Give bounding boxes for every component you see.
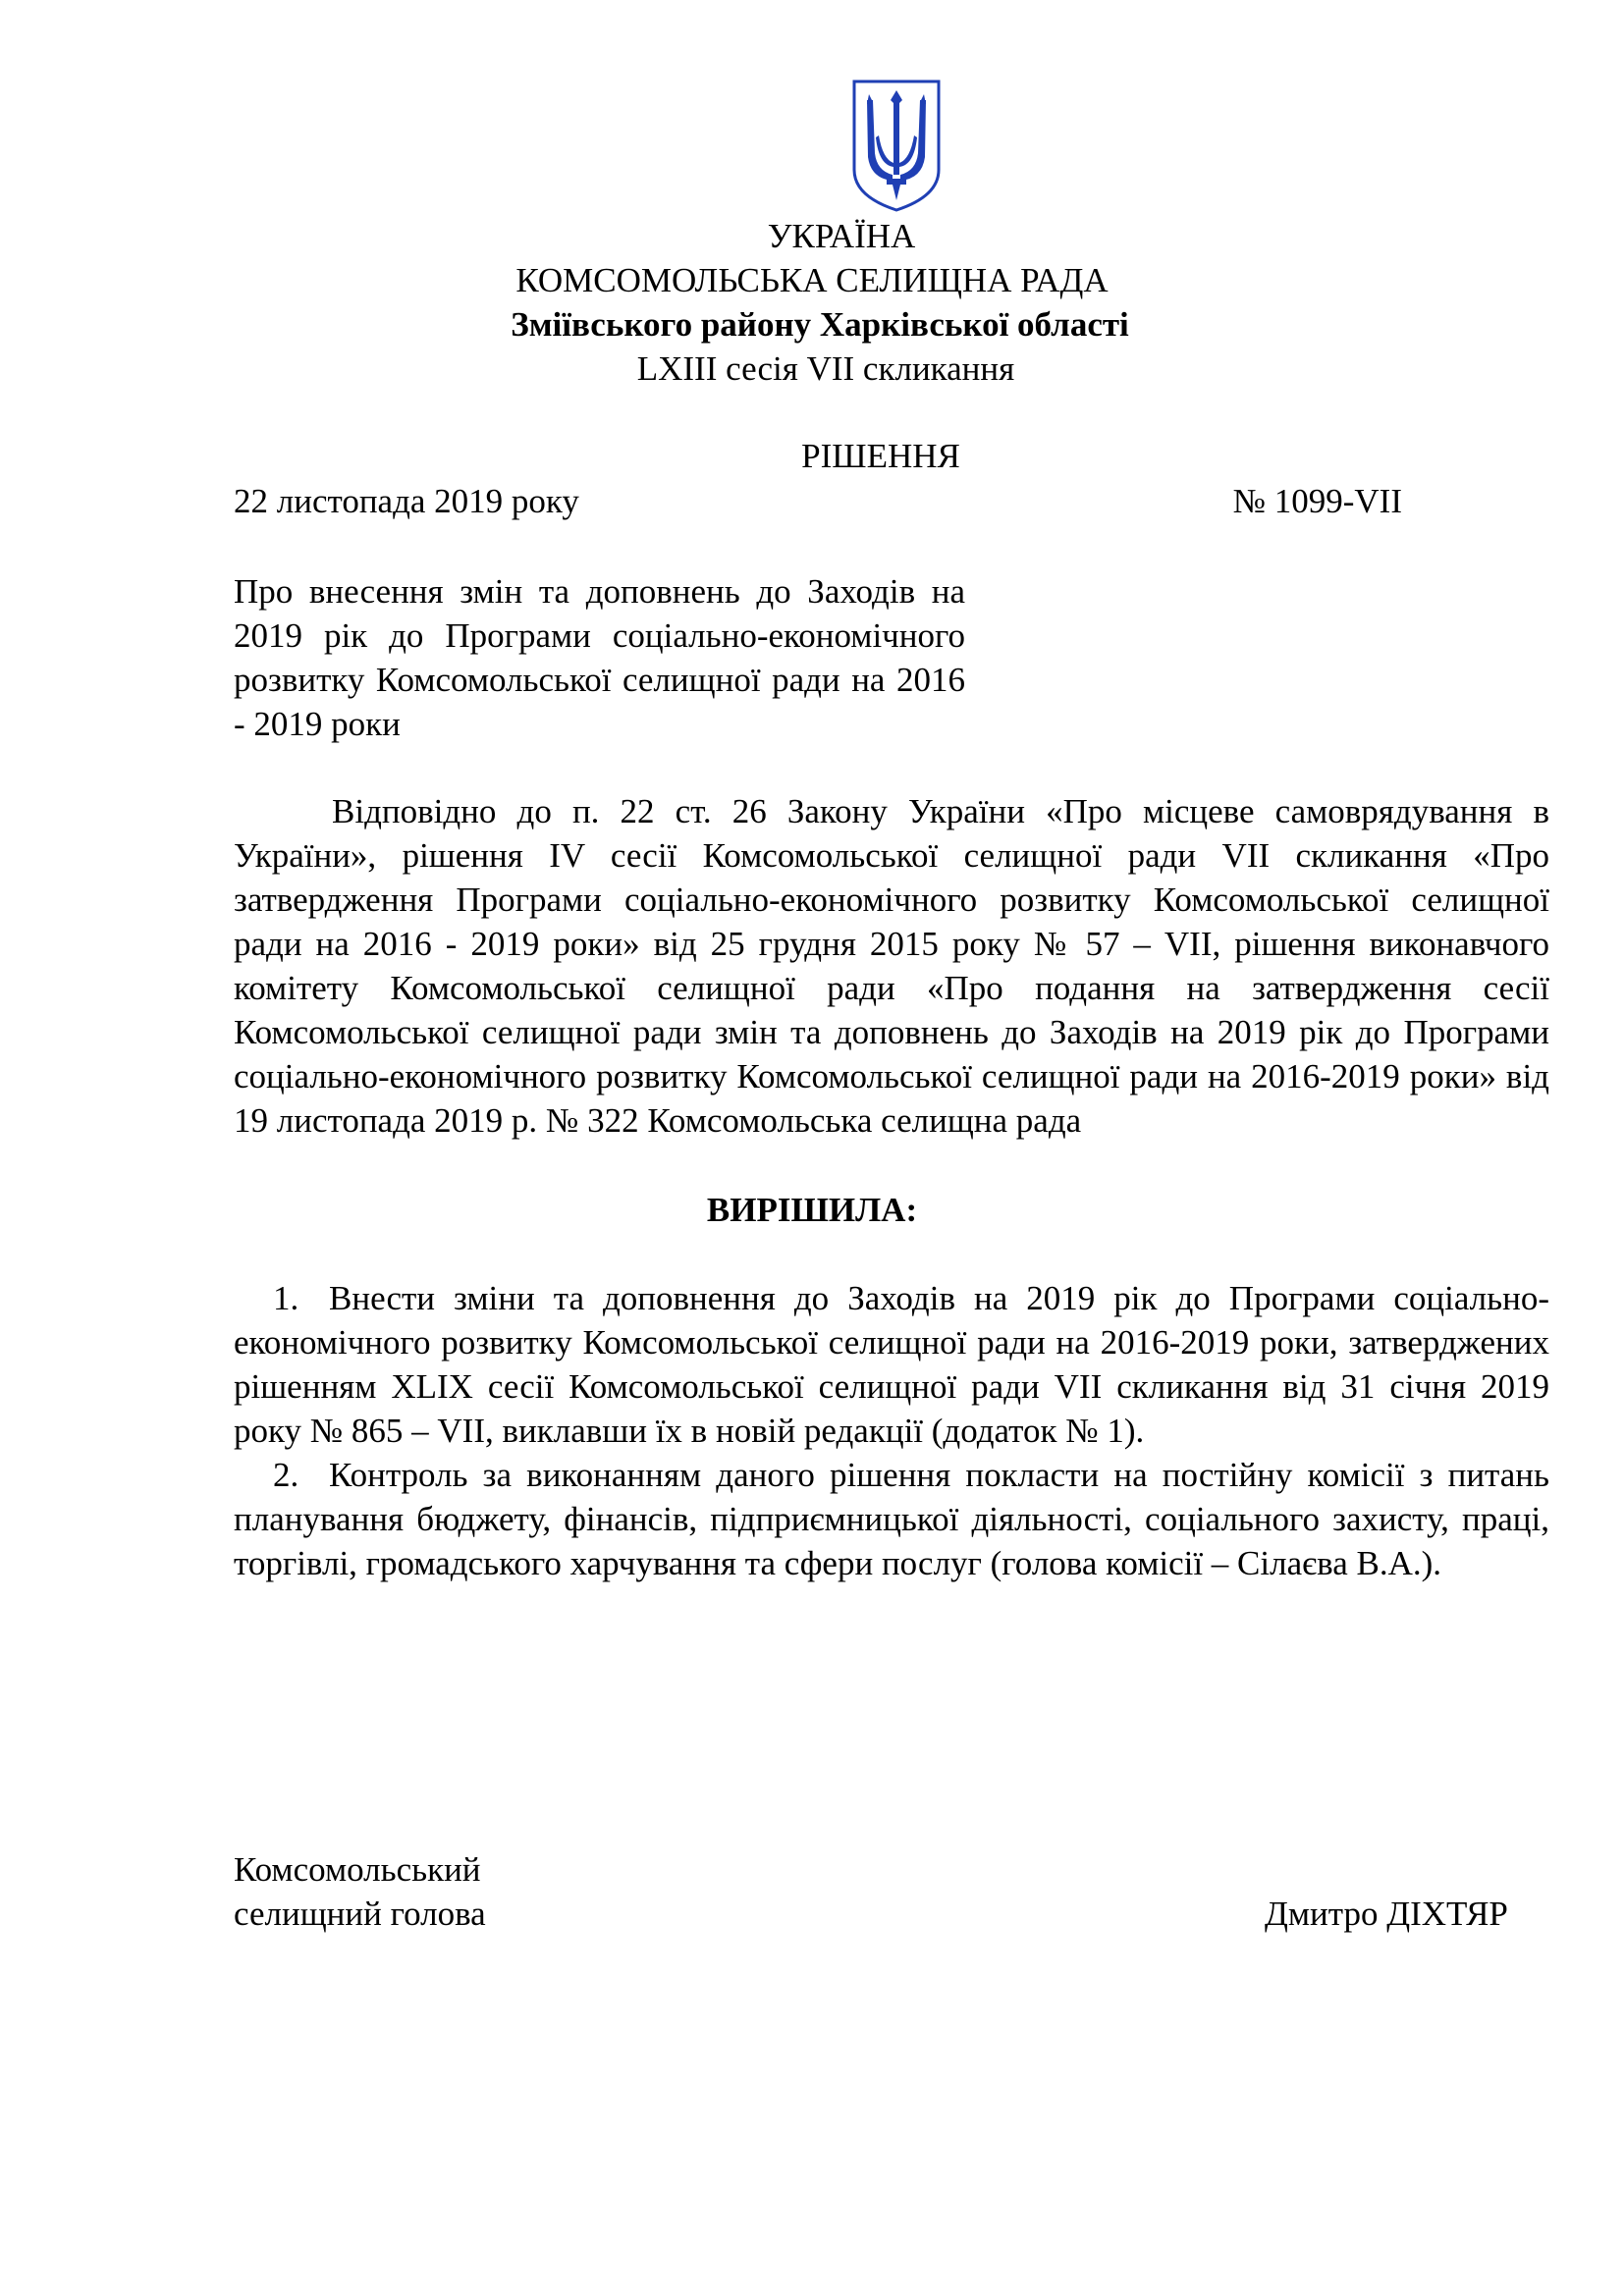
list-item	[234, 1453, 1549, 1585]
preamble	[234, 789, 1549, 1143]
signatory-position	[234, 1847, 486, 1936]
position-line: Комсомольський	[234, 1850, 481, 1889]
decision-date: 22 листопада 2019 року	[234, 482, 579, 520]
position-line: селищний голова	[234, 1895, 486, 1933]
decision-subject	[234, 569, 965, 746]
session-heading: LXIII сесія VII скликання	[636, 349, 1015, 388]
date-number-line	[234, 479, 1402, 523]
country-heading: УКРАЇНА	[767, 217, 916, 255]
item-text: Контроль за виконанням даного рішення покласти на постійну комісії з питань планування бюджету, фінансів, підприємницької діяльності, соціального захисту, праці, торгівлі, громадського харчування та сфери послуг (голова комісії – Сілаєва В.А.).	[234, 1456, 1549, 1582]
council-heading: КОМСОМОЛЬСЬКА СЕЛИЩНА РАДА	[515, 261, 1109, 299]
trident-icon	[849, 77, 944, 214]
list-item	[234, 1276, 1549, 1453]
district-heading: Зміївського району Харківської області	[511, 305, 1129, 344]
decision-title: РІШЕННЯ	[801, 437, 960, 475]
signatory-name: Дмитро ДІХТЯР	[1265, 1895, 1508, 1933]
decision-number: № 1099-VII	[1232, 482, 1402, 520]
subject-text: Про внесення змін та доповнень до Заходів на 2019 рік до Програми соціально-економічного розвитку Комсомольської селищної ради на 2016 - 2019 роки	[234, 572, 965, 743]
decided-heading: ВИРІШИЛА:	[706, 1191, 918, 1229]
decision-items	[234, 1276, 1549, 1585]
item-number: 1.	[273, 1279, 299, 1317]
item-text: Внести зміни та доповнення до Заходів на 2019 рік до Програми соціально-економічного розвитку Комсомольської селищної ради на 2016-2019 роки, затверджених рішенням XLIX сесії Комсомольської селищної ради VII скликання від 31 січня 2019 року № 865 – VII, виклавши їх в новій редакції (додаток № 1).	[234, 1279, 1549, 1450]
item-number: 2.	[273, 1456, 299, 1494]
preamble-text: Відповідно до п. 22 ст. 26 Закону України «Про місцеве самоврядування в України», рішення IV сесії Комсомольської селищної ради VII скликання «Про затвердження Програми соціально-економічного розвитку Комсомольської селищної ради на 2016 - 2019 роки» від 25 грудня 2015 року № 57 – VII, рішення виконавчого комітету Комсомольської селищної ради «Про подання на затвердження сесії Комсомольської селищної ради змін та доповнень до Заходів на 2019 рік до Програми соціально-економічного розвитку Комсомольської селищної ради на 2016-2019 роки» від 19 листопада 2019 р. № 322 Комсомольська селищна рада	[234, 792, 1549, 1140]
